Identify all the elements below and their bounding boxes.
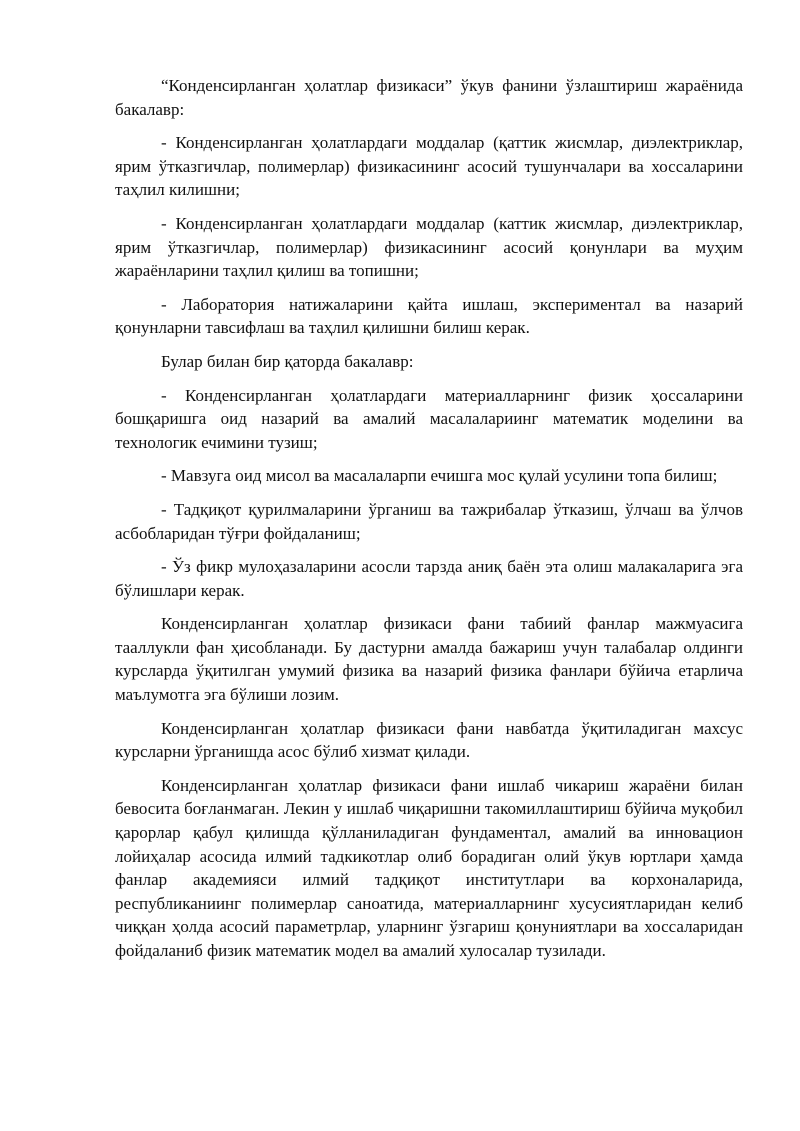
document-page bbox=[115, 74, 743, 973]
list-item: - Конденсирланган ҳолатлардаги материалларнинг физик ҳоссаларини бошқаришга оид назарий ва амалий масалалариинг математик моделини ва технологик ечимини тузиш; bbox=[115, 385, 743, 452]
list-item: - Лаборатория натижаларини қайта ишлаш, экспериментал ва назарий қонунларни тавсифлаш ва таҳлил қилишни билиш керак. bbox=[115, 294, 743, 338]
list-item: - Конденсирланган ҳолатлардаги моддалар (қаттик жисмлар, диэлектриклар, ярим ўтказгичлар, полимерлар) физикасининг асосий тушунчалари ва хоссаларини таҳлил килишни; bbox=[115, 133, 743, 200]
list-item: - Конденсирланган ҳолатлардаги моддалар (каттик жисмлар, диэлектриклар, ярим ўтказгичлар, полимерлар) физикасининг асосий қонунлари ва муҳим жараёнларини таҳлил қилиш ва топишни; bbox=[115, 213, 743, 281]
body-paragraph: Конденсирланган ҳолатлар физикаси фани ишлаб чикариш жараёни билан бевосита боғланмаган. Лекин у ишлаб чиқаришни такомиллаштириш бўйича муқобил қарорлар қабул қилишда қўлланиладиган фундаментал, амалий ва инновацион лойиҳалар асосида илмий тадкикотлар олиб борадиган олий ўкув юртлари ҳамда фанлар академияси илмий тадқиқот институтлари ва корхоналарида, республиканиинг полимерлар саноатида, материалларнинг хусусиятларидан келиб чиққан ҳолда асосий параметрлар, уларнинг ўзгариш қонуниятлари ва хоссаларидан фойдаланиб физик математик модел ва амалий хулосалар тузилади. bbox=[115, 775, 743, 960]
list-item: - Мавзуга оид мисол ва масалаларпи ечишга мос қулай усулини топа билиш; bbox=[161, 466, 718, 486]
intro-paragraph: “Конденсирланган ҳолатлар физикаси” ўкув фанини ўзлаштириш жараёнида бакалавр: bbox=[115, 76, 743, 119]
section-paragraph: Булар билан бир қаторда бакалавр: bbox=[161, 351, 414, 371]
list-item: - Ўз фикр мулоҳазаларини асосли тарзда аниқ баён эта олиш малакаларига эга бўлишлари керак. bbox=[115, 557, 743, 600]
list-item: - Тадқиқот қурилмаларини ўрганиш ва тажрибалар ўтказиш, ўлчаш ва ўлчов асбобларидан тўғри фойдаланиш; bbox=[115, 499, 743, 543]
body-paragraph: Конденсирланган ҳолатлар физикаси фани табиий фанлар мажмуасига тааллукли фан ҳисобланади. Бу дастурни амалда бажариш учун талабалар олдинги курсларда ўқитилган умумий физика ва назарий физика фанлари бўйича етарлича маълумотга эга бўлиши лозим. bbox=[115, 614, 743, 705]
body-paragraph: Конденсирланган ҳолатлар физикаси фани навбатда ўқитиладиган махсус курсларни ўрганишда асос бўлиб хизмат қилади. bbox=[115, 718, 743, 762]
